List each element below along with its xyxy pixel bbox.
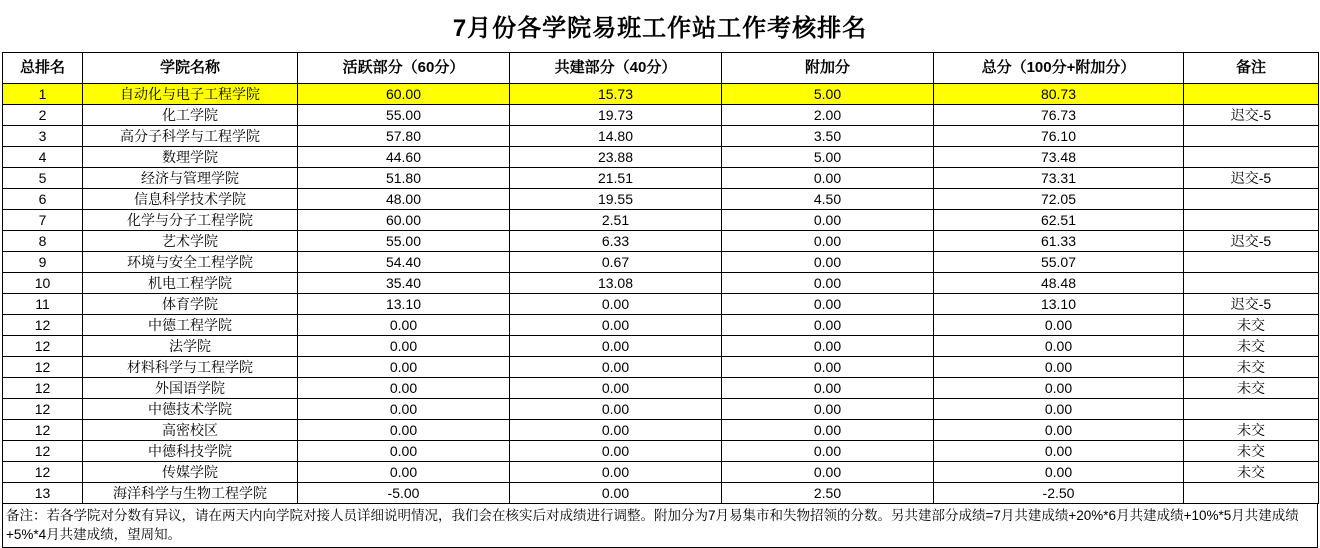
cell-name: 中德科技学院 — [83, 441, 298, 462]
cell-rank: 5 — [3, 168, 83, 189]
cell-joint: 0.67 — [510, 252, 722, 273]
cell-note: 迟交-5 — [1184, 105, 1319, 126]
cell-total: 62.51 — [934, 210, 1184, 231]
cell-rank: 7 — [3, 210, 83, 231]
table-row — [3, 189, 1319, 210]
cell-joint: 21.51 — [510, 168, 722, 189]
cell-joint: 14.80 — [510, 126, 722, 147]
cell-active: 35.40 — [298, 273, 510, 294]
cell-name: 中德技术学院 — [83, 399, 298, 420]
cell-total: 0.00 — [934, 357, 1184, 378]
table-row — [3, 462, 1319, 483]
cell-extra: 3.50 — [722, 126, 934, 147]
page-title: 7月份各学院易班工作站工作考核排名 — [452, 15, 868, 42]
cell-joint: 0.00 — [510, 294, 722, 315]
cell-active: 55.00 — [298, 231, 510, 252]
cell-note: 未交 — [1184, 462, 1319, 483]
table-row — [3, 147, 1319, 168]
cell-extra: 5.00 — [722, 84, 934, 105]
cell-note — [1184, 126, 1319, 147]
cell-rank: 12 — [3, 357, 83, 378]
cell-extra: 0.00 — [722, 357, 934, 378]
cell-note — [1184, 483, 1319, 504]
cell-total: 0.00 — [934, 378, 1184, 399]
cell-total: 48.48 — [934, 273, 1184, 294]
cell-name: 机电工程学院 — [83, 273, 298, 294]
cell-extra: 0.00 — [722, 420, 934, 441]
cell-joint: 0.00 — [510, 399, 722, 420]
cell-active: 48.00 — [298, 189, 510, 210]
cell-active: 0.00 — [298, 378, 510, 399]
cell-extra: 5.00 — [722, 147, 934, 168]
column-header-name: 学院名称 — [83, 53, 298, 84]
cell-extra: 2.50 — [722, 483, 934, 504]
cell-total: 80.73 — [934, 84, 1184, 105]
cell-note — [1184, 189, 1319, 210]
cell-note: 未交 — [1184, 357, 1319, 378]
cell-note — [1184, 84, 1319, 105]
cell-name: 自动化与电子工程学院 — [83, 84, 298, 105]
footnote: 备注：若各学院对分数有异议，请在两天内向学院对接人员详细说明情况，我们会在核实后对成绩进行调整。附加分为7月易集市和失物招领的分数。另共建部分成绩=7月共建成绩+20%*6月共建成绩+10%*5月共建成绩+5%*4月共建成绩，望周知。 — [2, 504, 1318, 548]
cell-extra: 0.00 — [722, 336, 934, 357]
cell-total: 0.00 — [934, 399, 1184, 420]
table-row — [3, 399, 1319, 420]
cell-note — [1184, 399, 1319, 420]
cell-joint: 0.00 — [510, 483, 722, 504]
table-row — [3, 168, 1319, 189]
ranking-table — [2, 52, 1319, 504]
column-header-total: 总分（100分+附加分） — [934, 53, 1184, 84]
cell-name: 体育学院 — [83, 294, 298, 315]
cell-name: 数理学院 — [83, 147, 298, 168]
cell-rank: 6 — [3, 189, 83, 210]
cell-joint: 13.08 — [510, 273, 722, 294]
cell-active: 0.00 — [298, 441, 510, 462]
table-row — [3, 273, 1319, 294]
cell-total: 0.00 — [934, 315, 1184, 336]
table-row — [3, 126, 1319, 147]
cell-joint: 0.00 — [510, 462, 722, 483]
cell-rank: 13 — [3, 483, 83, 504]
cell-extra: 0.00 — [722, 231, 934, 252]
cell-rank: 12 — [3, 336, 83, 357]
cell-note: 未交 — [1184, 378, 1319, 399]
cell-joint: 0.00 — [510, 315, 722, 336]
table-row — [3, 210, 1319, 231]
cell-total: 76.73 — [934, 105, 1184, 126]
cell-name: 外国语学院 — [83, 378, 298, 399]
column-header-rank: 总排名 — [3, 53, 83, 84]
cell-extra: 0.00 — [722, 378, 934, 399]
cell-rank: 3 — [3, 126, 83, 147]
cell-active: 0.00 — [298, 336, 510, 357]
cell-extra: 0.00 — [722, 273, 934, 294]
column-header-extra: 附加分 — [722, 53, 934, 84]
cell-total: 73.31 — [934, 168, 1184, 189]
cell-extra: 0.00 — [722, 252, 934, 273]
cell-note: 未交 — [1184, 441, 1319, 462]
cell-joint: 0.00 — [510, 336, 722, 357]
cell-note: 迟交-5 — [1184, 294, 1319, 315]
column-header-active: 活跃部分（60分） — [298, 53, 510, 84]
cell-extra: 4.50 — [722, 189, 934, 210]
cell-joint: 0.00 — [510, 357, 722, 378]
cell-extra: 0.00 — [722, 168, 934, 189]
cell-note: 迟交-5 — [1184, 168, 1319, 189]
cell-total: 0.00 — [934, 462, 1184, 483]
cell-total: 72.05 — [934, 189, 1184, 210]
cell-rank: 12 — [3, 441, 83, 462]
table-row — [3, 378, 1319, 399]
cell-active: 0.00 — [298, 315, 510, 336]
cell-rank: 8 — [3, 231, 83, 252]
cell-name: 传媒学院 — [83, 462, 298, 483]
cell-total: 13.10 — [934, 294, 1184, 315]
cell-rank: 4 — [3, 147, 83, 168]
table-row — [3, 315, 1319, 336]
cell-name: 中德工程学院 — [83, 315, 298, 336]
cell-rank: 9 — [3, 252, 83, 273]
table-row — [3, 294, 1319, 315]
table-row — [3, 441, 1319, 462]
cell-name: 海洋科学与生物工程学院 — [83, 483, 298, 504]
cell-joint: 15.73 — [510, 84, 722, 105]
table-row — [3, 420, 1319, 441]
table-row — [3, 231, 1319, 252]
table-row — [3, 105, 1319, 126]
cell-name: 艺术学院 — [83, 231, 298, 252]
cell-rank: 12 — [3, 420, 83, 441]
cell-extra: 0.00 — [722, 210, 934, 231]
cell-name: 高分子科学与工程学院 — [83, 126, 298, 147]
table-row — [3, 483, 1319, 504]
table-row — [3, 357, 1319, 378]
cell-active: 60.00 — [298, 210, 510, 231]
cell-active: 0.00 — [298, 399, 510, 420]
cell-total: 0.00 — [934, 441, 1184, 462]
cell-rank: 12 — [3, 399, 83, 420]
cell-note: 未交 — [1184, 420, 1319, 441]
table-row — [3, 252, 1319, 273]
cell-extra: 0.00 — [722, 399, 934, 420]
cell-extra: 0.00 — [722, 315, 934, 336]
cell-joint: 0.00 — [510, 378, 722, 399]
cell-joint: 0.00 — [510, 441, 722, 462]
table-row — [3, 84, 1319, 105]
cell-joint: 0.00 — [510, 420, 722, 441]
cell-rank: 10 — [3, 273, 83, 294]
cell-total: 76.10 — [934, 126, 1184, 147]
cell-name: 化工学院 — [83, 105, 298, 126]
cell-total: 61.33 — [934, 231, 1184, 252]
cell-joint: 19.73 — [510, 105, 722, 126]
cell-active: 13.10 — [298, 294, 510, 315]
cell-rank: 1 — [3, 84, 83, 105]
cell-name: 经济与管理学院 — [83, 168, 298, 189]
cell-active: 55.00 — [298, 105, 510, 126]
cell-note — [1184, 273, 1319, 294]
cell-name: 信息科学技术学院 — [83, 189, 298, 210]
cell-active: 51.80 — [298, 168, 510, 189]
cell-active: 0.00 — [298, 462, 510, 483]
cell-active: 0.00 — [298, 357, 510, 378]
cell-name: 环境与安全工程学院 — [83, 252, 298, 273]
cell-active: 60.00 — [298, 84, 510, 105]
cell-rank: 2 — [3, 105, 83, 126]
cell-total: 55.07 — [934, 252, 1184, 273]
cell-active: 44.60 — [298, 147, 510, 168]
cell-active: 0.00 — [298, 420, 510, 441]
cell-total: 0.00 — [934, 420, 1184, 441]
cell-note — [1184, 210, 1319, 231]
cell-total: 73.48 — [934, 147, 1184, 168]
cell-total: 0.00 — [934, 336, 1184, 357]
cell-note — [1184, 147, 1319, 168]
cell-joint: 23.88 — [510, 147, 722, 168]
cell-note: 迟交-5 — [1184, 231, 1319, 252]
cell-note: 未交 — [1184, 336, 1319, 357]
table-row — [3, 336, 1319, 357]
cell-name: 材料科学与工程学院 — [83, 357, 298, 378]
cell-active: 54.40 — [298, 252, 510, 273]
table-body — [3, 84, 1319, 504]
cell-note — [1184, 252, 1319, 273]
table-header-row — [3, 53, 1319, 84]
cell-active: 57.80 — [298, 126, 510, 147]
cell-name: 化学与分子工程学院 — [83, 210, 298, 231]
cell-extra: 0.00 — [722, 441, 934, 462]
cell-total: -2.50 — [934, 483, 1184, 504]
cell-extra: 2.00 — [722, 105, 934, 126]
cell-note: 未交 — [1184, 315, 1319, 336]
cell-rank: 12 — [3, 378, 83, 399]
column-header-joint: 共建部分（40分） — [510, 53, 722, 84]
cell-name: 高密校区 — [83, 420, 298, 441]
cell-rank: 12 — [3, 462, 83, 483]
cell-active: -5.00 — [298, 483, 510, 504]
cell-name: 法学院 — [83, 336, 298, 357]
cell-rank: 12 — [3, 315, 83, 336]
cell-joint: 6.33 — [510, 231, 722, 252]
cell-joint: 19.55 — [510, 189, 722, 210]
cell-extra: 0.00 — [722, 294, 934, 315]
table-header — [3, 53, 1319, 84]
column-header-note: 备注 — [1184, 53, 1319, 84]
cell-rank: 11 — [3, 294, 83, 315]
cell-joint: 2.51 — [510, 210, 722, 231]
cell-extra: 0.00 — [722, 462, 934, 483]
